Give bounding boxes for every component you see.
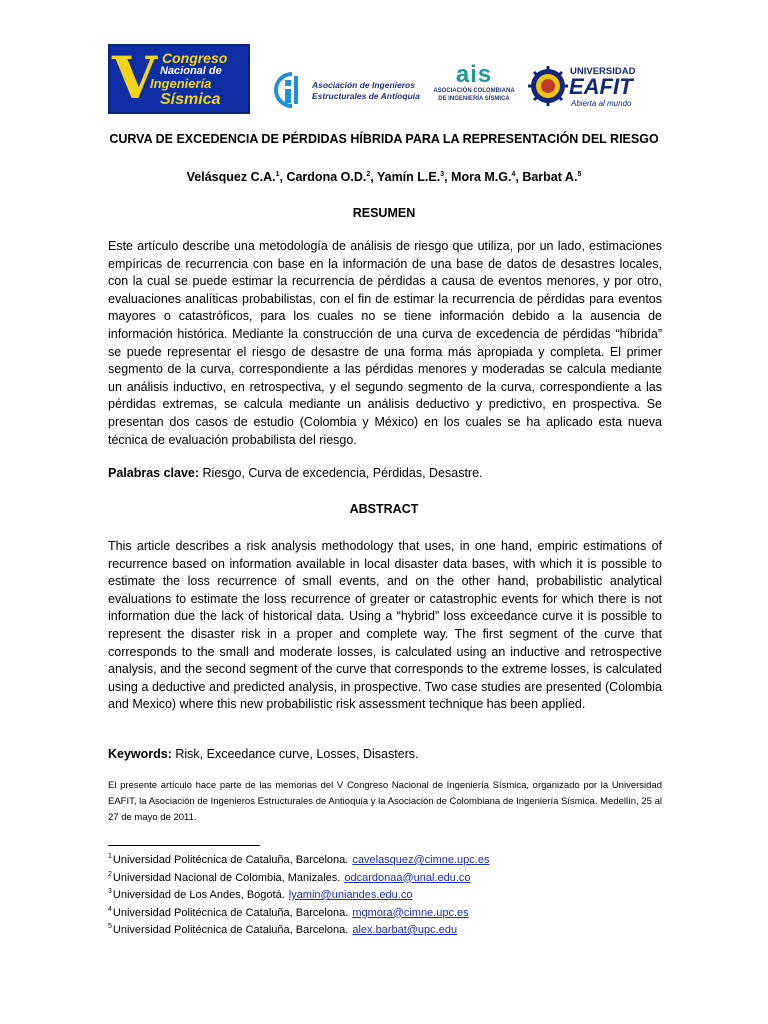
aie-emblem-icon bbox=[268, 70, 308, 110]
ais-logo bbox=[428, 63, 520, 111]
resumen-heading: RESUMEN bbox=[352, 206, 416, 220]
footnote-email-link[interactable]: mgmora@cimne.upc.es bbox=[352, 906, 469, 919]
ais-line2: DE INGENIERÍA SÍSMICA bbox=[438, 96, 510, 102]
ais-mark: ais bbox=[455, 61, 493, 88]
eafit-name: EAFIT bbox=[569, 74, 633, 99]
congreso-numeral: V bbox=[112, 44, 156, 112]
keywords-values: Risk, Exceedance curve, Losses, Disasters. bbox=[171, 747, 419, 761]
footnote-text: Universidad Politécnica de Cataluña, Barcelona. bbox=[112, 924, 349, 936]
footnote-number: 5 bbox=[108, 923, 112, 931]
author-sep: , bbox=[279, 170, 287, 184]
footnote bbox=[108, 887, 668, 905]
author-name: Velásquez C.A. bbox=[186, 170, 276, 184]
footnote-text: Universidad de Los Andes, Bogotá. bbox=[112, 889, 285, 901]
eafit-tagline: Abierta al mundo bbox=[571, 99, 632, 108]
palabras-values: Riesgo, Curva de excedencia, Pérdidas, Desastre. bbox=[199, 466, 483, 480]
author-sep: , bbox=[370, 170, 377, 184]
abstract-paragraph: This article describes a risk analysis methodology that uses, in one hand, empiric estimations of recurrence based on information available in local disaster data bases, with which it is possible to estimate the loss recurrence of small events, and on the other hand, probabilistic analytical evaluations to estimate the loss recurrence of greater or catastrophic events for which there is not information due the lack of historical data. Using a “hybrid” loss exceedance curve it is possible to represent the disaster risk in a proper and complete way. The first segment of the curve that corresponds to the small and moderate losses, is calculated using an inductive and retrospective analysis, and the second segment of the curve that corresponds to the extreme losses, is calculated using a deductive and predicted analysis, in prospective. Two case studies are presented (Colombia and Mexico) where this new probabilistic risk assessment technique has been applied. bbox=[108, 539, 662, 712]
footnotes bbox=[108, 852, 668, 940]
conference-note: El presente artículo hace parte de las memorias del V Congreso Nacional de Ingeniería Sísmica, organizado por la Universidad EAFIT, la Asociación de Ingenieros Estructurales de Antioquia y la Asociación de Colombiana de Ingeniería Sísmica. Medellín, 25 al 27 de mayo de 2011. bbox=[108, 780, 662, 823]
author-affil: 2 bbox=[366, 170, 371, 178]
author-sep: , bbox=[444, 170, 452, 184]
author-affil: 4 bbox=[511, 170, 516, 178]
eafit-logo bbox=[528, 64, 653, 112]
footnote bbox=[108, 870, 668, 888]
footnote-number: 3 bbox=[108, 888, 112, 896]
footnote bbox=[108, 905, 668, 923]
keywords-label: Keywords: bbox=[108, 747, 172, 761]
palabras-clave bbox=[108, 465, 483, 482]
footnote-number: 1 bbox=[108, 853, 112, 861]
aie-logo bbox=[268, 70, 423, 114]
author-name: Cardona O.D. bbox=[286, 170, 367, 184]
footnote-number: 4 bbox=[108, 905, 112, 913]
author-sep: , bbox=[515, 170, 523, 184]
congreso-line2: Nacional de bbox=[160, 65, 222, 77]
logo-strip bbox=[0, 0, 768, 120]
footnote-text: Universidad Politécnica de Cataluña, Barcelona. bbox=[112, 906, 349, 919]
author-name: Barbat A. bbox=[522, 170, 578, 184]
footnote-email-link[interactable]: lyamin@uniandes.edu.co bbox=[288, 889, 413, 901]
footnote-email-link[interactable]: alex.barbat@upc.edu bbox=[352, 924, 458, 936]
footnote-number: 2 bbox=[108, 870, 112, 878]
author-affil: 3 bbox=[440, 170, 445, 178]
author-affil: 5 bbox=[577, 170, 582, 178]
eafit-top: UNIVERSIDAD bbox=[570, 66, 636, 77]
aie-text bbox=[312, 80, 420, 102]
aie-line1: Asociación de Ingenieros bbox=[312, 80, 415, 90]
paper-title: CURVA DE EXCEDENCIA DE PÉRDIDAS HÍBRIDA PARA LA REPRESENTACIÓN DEL RIESGO bbox=[109, 132, 659, 146]
footnote-text: Universidad Nacional de Colombia, Manizales. bbox=[112, 871, 341, 884]
congreso-logo bbox=[108, 44, 250, 114]
aie-line2: Estructurales de Antioquia bbox=[312, 91, 420, 101]
footnote-email-link[interactable]: cavelasquez@cimne.upc.es bbox=[352, 854, 490, 866]
congreso-line4: Sísmica bbox=[160, 91, 221, 108]
abstract-heading: ABSTRACT bbox=[349, 502, 419, 516]
footnote-email-link[interactable]: odcardonaa@unal.edu.co bbox=[344, 871, 471, 884]
eafit-gear-icon bbox=[528, 66, 568, 106]
author-name: Mora M.G. bbox=[451, 170, 512, 184]
footnote bbox=[108, 852, 668, 870]
author-name: Yamín L.E. bbox=[376, 170, 441, 184]
footnote bbox=[108, 922, 668, 940]
author-affil: 1 bbox=[275, 170, 280, 178]
footnote-text: Universidad Politécnica de Cataluña, Barcelona. bbox=[112, 854, 349, 866]
ais-line1: ASOCIACIÓN COLOMBIANA bbox=[433, 88, 515, 94]
keywords bbox=[108, 746, 419, 763]
author-list bbox=[0, 170, 768, 184]
resumen-paragraph: Este artículo describe una metodología de análisis de riesgo que utiliza, por un lado, estimaciones empíricas de recurrencia con base en la información de una base de datos de desastres locales, con la cual se puede estimar la recurrencia de pérdidas a causa de eventos menores, y por otro, evaluaciones analíticas probabilistas, con el fin de estimar la recurrencia de pérdidas para eventos mayores o catastróficos, para los cuales no se tiene información debido a la ausencia de información histórica. Mediante la construcción de una curva de excedencia de pérdidas “híbrida” se puede representar el riesgo de desastre de una forma más apropiada y completa. El primer segmento de la curva, correspondiente a las pérdidas menores y moderadas se calcula mediante un análisis inductivo, en retrospectiva, y el segundo segmento de la curva, correspondiente a las pérdidas extremas, se calcula mediante un análisis deductivo y predictivo, en prospectiva. Se presentan dos casos de estudio (Colombia y México) en los cuales se ha aplicado esta nueva técnica de evaluación probabilista del riesgo. bbox=[108, 239, 662, 447]
footnote-divider bbox=[108, 845, 260, 846]
congreso-line3: Ingeniería bbox=[150, 76, 212, 91]
palabras-label: Palabras clave: bbox=[108, 466, 200, 480]
congreso-line1: Congreso bbox=[162, 50, 228, 66]
